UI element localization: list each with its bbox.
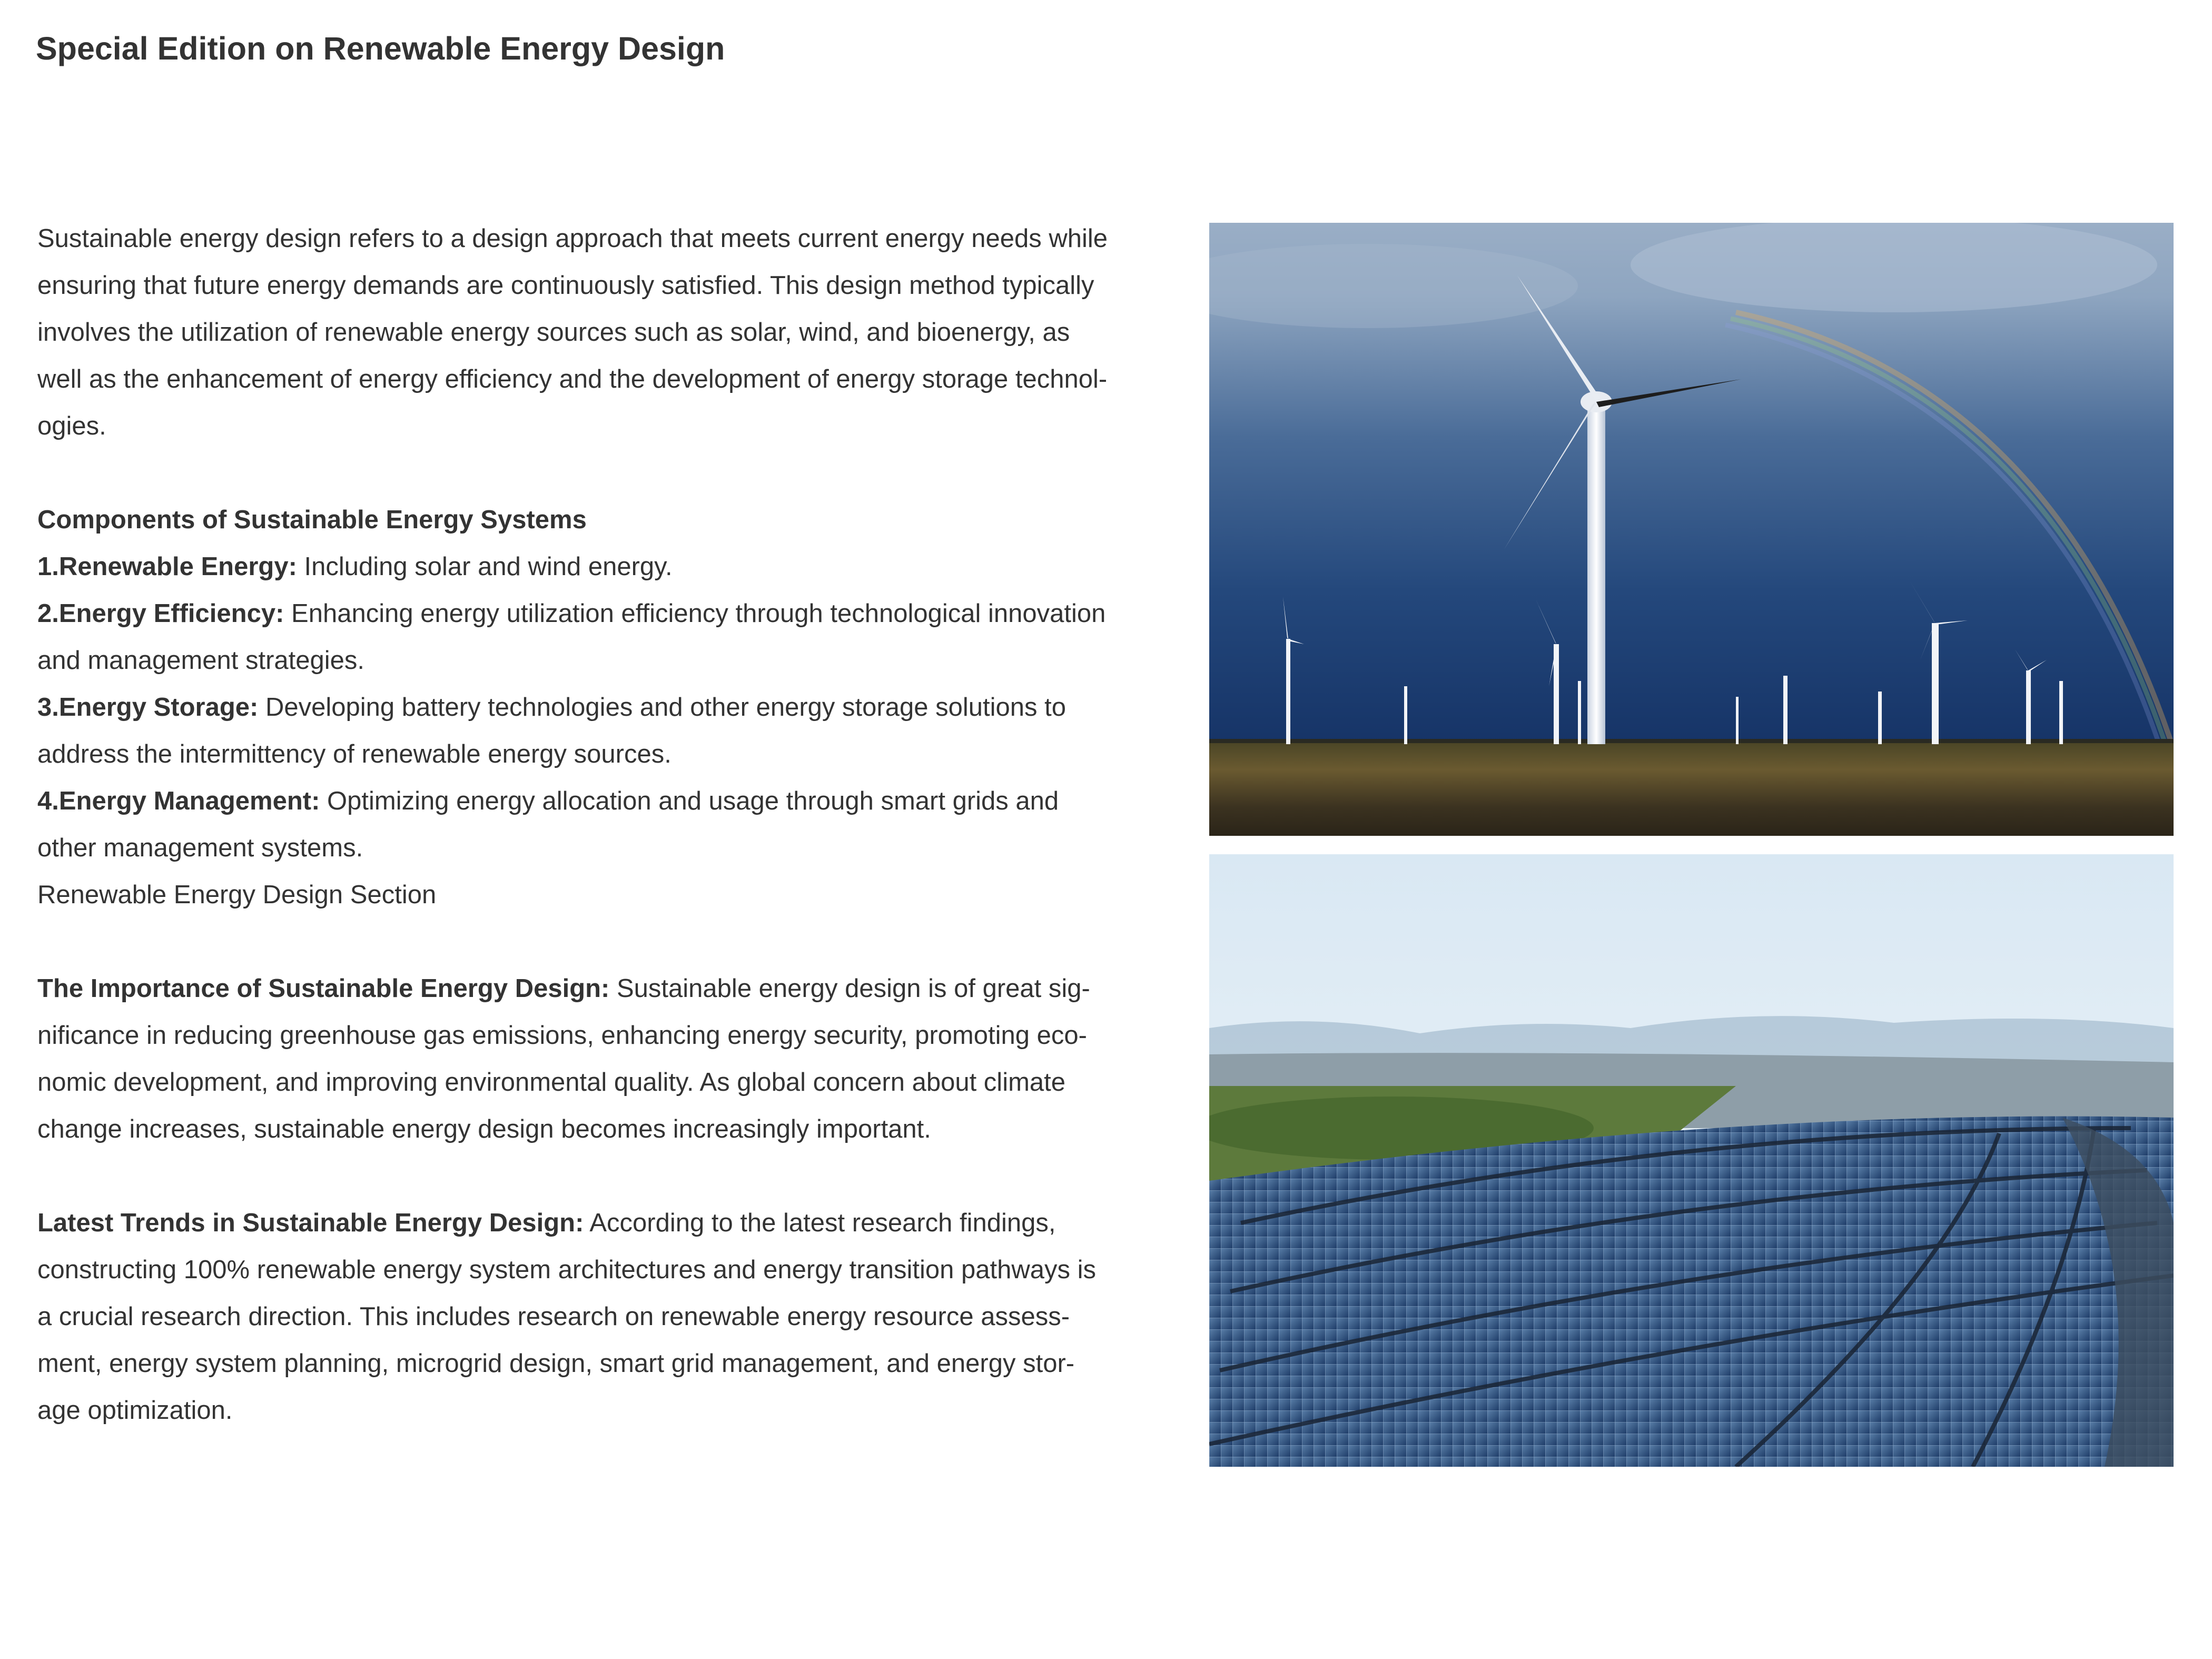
section-label: Renewable Energy Design Section xyxy=(37,881,437,909)
paragraph-spacer xyxy=(37,1153,1112,1200)
components-heading-text: Components of Sustainable Energy Systems xyxy=(37,506,587,534)
component-label: 2.Energy Efficiency: xyxy=(37,599,284,628)
component-item-storage xyxy=(37,684,1112,778)
components-heading xyxy=(37,497,1112,544)
trends-text: According to the latest research findings, constructing 100% renewable energy system architectures and energy transition pathways is a crucial research direction. This includes research on renewable energy resource assess-ment, energy system planning, microgrid design, smart grid management, and energy stor-age optimization. xyxy=(37,1209,1097,1425)
component-text: Enhancing energy utilization efficiency through technological innovation and management strategies. xyxy=(37,599,1106,675)
page-title: Special Edition on Renewable Energy Design xyxy=(36,31,725,66)
importance-label: The Importance of Sustainable Energy Design: xyxy=(37,974,610,1003)
component-label: 4.Energy Management: xyxy=(37,787,320,815)
wind-turbines-photo xyxy=(1209,223,2174,836)
trends-label: Latest Trends in Sustainable Energy Design: xyxy=(37,1209,584,1237)
component-item-management xyxy=(37,778,1112,872)
component-label: 1.Renewable Energy: xyxy=(37,552,297,581)
trends-paragraph xyxy=(37,1200,1112,1434)
solar-panels-photo xyxy=(1209,854,2174,1467)
paragraph-spacer xyxy=(37,919,1112,965)
intro-paragraph: Sustainable energy design refers to a design approach that meets current energy needs while ensuring that future energy demands are continuously satisfied. This design method typically involves the utilization of renewable energy sources such as solar, wind, and bioenergy, as well as the enhancement of energy efficiency and the development of energy storage technol-ogies. xyxy=(37,224,1108,440)
importance-text: Sustainable energy design is of great sig-nificance in reducing greenhouse gas emissions, enhancing energy security, promoting eco-nomic development, and improving environmental quality. As global concern about climate change increases, sustainable energy design becomes increasingly important. xyxy=(37,974,1090,1143)
component-item-renewable xyxy=(37,544,1112,590)
article-body xyxy=(37,215,1112,1434)
paragraph-spacer xyxy=(37,450,1112,497)
component-text: Including solar and wind energy. xyxy=(297,552,673,581)
component-item-efficiency xyxy=(37,590,1112,684)
component-label: 3.Energy Storage: xyxy=(37,693,259,722)
component-text: Developing battery technologies and other energy storage solutions to address the intermittency of renewable energy sources. xyxy=(37,693,1066,768)
component-text: Optimizing energy allocation and usage through smart grids and other management systems. xyxy=(37,787,1059,862)
importance-paragraph xyxy=(37,965,1112,1153)
